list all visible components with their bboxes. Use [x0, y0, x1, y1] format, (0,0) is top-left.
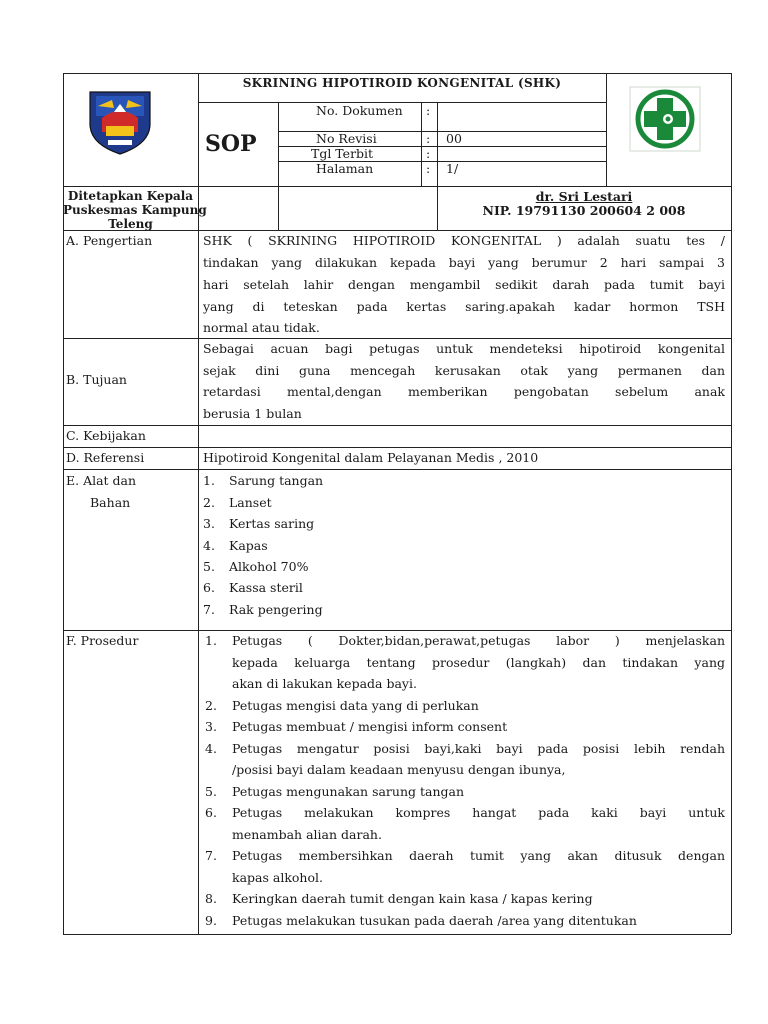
referensi-text: Hipotiroid Kongenital dalam Pelayanan Medis , 2010 — [203, 450, 539, 465]
prosedur-number: 2. — [205, 698, 217, 713]
section-label-alat-line-2: Bahan — [90, 495, 131, 510]
field-label-dokumen: No. Dokumen — [316, 103, 403, 118]
field-value-revisi: 00 — [446, 131, 462, 146]
list-item: 5. Alkohol 70% — [203, 559, 309, 574]
document-title: SKRINING HIPOTIROID KONGENITAL (SHK) — [242, 76, 562, 90]
prosedur-line: kapas alkohol. — [232, 870, 323, 885]
prosedur-number: 4. — [205, 741, 217, 756]
tujuan-line: sejak dini guna mencegah kerusakan otak yang permanen dan — [203, 363, 725, 378]
prosedur-line: /posisi bayi dalam keadaan menyusu dengan ibunya, — [232, 762, 566, 777]
prosedur-line: kepada keluarga tentang prosedur (langkah) dan tindakan yang — [232, 655, 725, 670]
pengertian-line: hari setelah lahir dengan mengambil sedikit darah pada tumit bayi — [203, 277, 725, 292]
prosedur-line: Petugas mengisi data yang di perlukan — [232, 698, 479, 713]
field-sep-dokumen: : — [426, 103, 431, 118]
prosedur-number: 1. — [205, 633, 217, 648]
prosedur-number: 9. — [205, 913, 217, 928]
sop-label: SOP — [205, 131, 257, 157]
signature-title-line-3: Teleng — [108, 217, 153, 231]
list-item: 1. Sarung tangan — [203, 473, 324, 488]
section-label-referensi: D. Referensi — [66, 450, 145, 465]
pengertian-line: tindakan yang dilakukan kepada bayi yang berumur 2 hari sampai 3 — [203, 255, 725, 270]
signature-title-line-2: Puskesmas Kampung — [63, 203, 207, 217]
pengertian-line: normal atau tidak. — [203, 320, 320, 335]
field-label-halaman: Halaman — [316, 161, 374, 176]
pengertian-line: SHK ( SKRINING HIPOTIROID KONGENITAL ) adalah suatu tes / — [203, 233, 725, 248]
pengertian-line: yang di teteskan pada kertas saring.apakah kadar hormon TSH — [203, 299, 725, 314]
field-value-halaman: 1/ — [446, 161, 459, 176]
list-item: 2. Lanset — [203, 495, 272, 510]
field-sep-terbit: : — [426, 146, 431, 161]
prosedur-number: 7. — [205, 848, 217, 863]
tujuan-line: Sebagai acuan bagi petugas untuk mendeteksi hipotiroid kongenital — [203, 341, 725, 356]
prosedur-line: Petugas melakukan kompres hangat pada kaki bayi untuk — [232, 805, 725, 820]
green-cross-health-icon — [629, 86, 701, 152]
list-item: 7. Rak pengering — [203, 602, 323, 617]
field-label-revisi: No Revisi — [316, 131, 377, 146]
section-label-prosedur: F. Prosedur — [66, 633, 139, 648]
prosedur-number: 3. — [205, 719, 217, 734]
prosedur-line: Keringkan daerah tumit dengan kain kasa / kapas kering — [232, 891, 593, 906]
prosedur-line: akan di lakukan kepada bayi. — [232, 676, 417, 691]
list-item: 3. Kertas saring — [203, 516, 315, 531]
field-label-terbit: Tgl Terbit — [311, 146, 374, 161]
section-label-alat-line-1: E. Alat dan — [66, 473, 137, 488]
prosedur-line: Petugas ( Dokter,bidan,perawat,petugas labor ) menjelaskan — [232, 633, 725, 648]
tujuan-line: retardasi mental,dengan memberikan pengobatan sebelum anak — [203, 384, 725, 399]
tujuan-line: berusia 1 bulan — [203, 406, 302, 421]
section-label-pengertian: A. Pengertian — [66, 233, 153, 248]
prosedur-line: Petugas mengatur posisi bayi,kaki bayi pada posisi lebih rendah — [232, 741, 725, 756]
prosedur-line: Petugas membuat / mengisi inform consent — [232, 719, 508, 734]
prosedur-number: 6. — [205, 805, 217, 820]
list-item: 4. Kapas — [203, 538, 268, 553]
prosedur-number: 8. — [205, 891, 217, 906]
section-label-tujuan: B. Tujuan — [66, 372, 127, 387]
signatory-nip: NIP. 19791130 200604 2 008 — [482, 203, 686, 218]
signatory-name: dr. Sri Lestari — [535, 189, 633, 204]
signature-title-line-1: Ditetapkan Kepala — [67, 189, 194, 203]
section-label-kebijakan: C. Kebijakan — [66, 428, 146, 443]
prosedur-line: Petugas membersihkan daerah tumit yang akan ditusuk dengan — [232, 848, 725, 863]
prosedur-line: Petugas melakukan tusukan pada daerah /area yang ditentukan — [232, 913, 637, 928]
regency-shield-emblem-icon — [84, 86, 156, 156]
prosedur-number: 5. — [205, 784, 217, 799]
field-sep-halaman: : — [426, 161, 431, 176]
list-item: 6. Kassa steril — [203, 580, 303, 595]
prosedur-line: menambah alian darah. — [232, 827, 382, 842]
prosedur-line: Petugas mengunakan sarung tangan — [232, 784, 465, 799]
field-sep-revisi: : — [426, 131, 431, 146]
